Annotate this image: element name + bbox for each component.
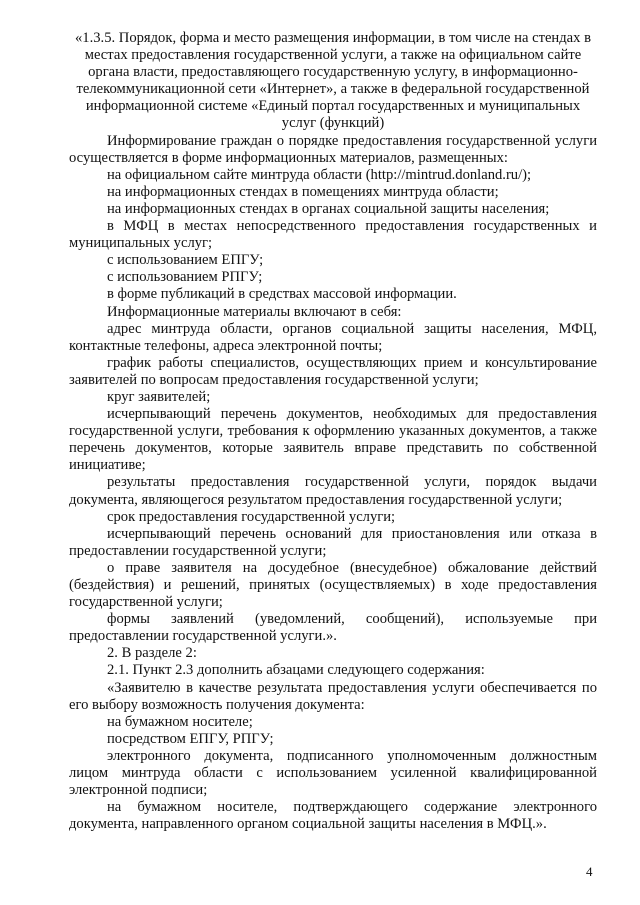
paragraph: на информационных стендах в органах социальной защиты населения;: [107, 200, 550, 217]
paragraph: в форме публикаций в средствах массовой информации.: [107, 286, 457, 303]
paragraph: исчерпывающий перечень документов, необходимых для предоставления государственной услуги, требования к оформлению указанных документов, а также перечень документов, которые заявитель вправе представить по собственной инициативе;: [69, 406, 597, 474]
paragraph: результаты предоставления государственной услуги, порядок выдачи документа, являющегося результатом предоставления государственной услуги;: [69, 474, 597, 508]
paragraph: электронного документа, подписанного уполномоченным должностным лицом минтруда области с использованием усиленной квалифицированной электронной подписи;: [69, 747, 597, 799]
paragraph: на официальном сайте минтруда области (http://mintrud.donland.ru/);: [107, 166, 532, 183]
paragraph: исчерпывающий перечень оснований для приостановления или отказа в предоставлении государственной услуги;: [69, 525, 597, 559]
paragraph: на бумажном носителе, подтверждающего содержание электронного документа, направленного органом социальной защиты населения в МФЦ.».: [69, 799, 597, 833]
paragraph: с использованием РПГУ;: [107, 269, 263, 286]
paragraph: круг заявителей;: [107, 388, 211, 405]
paragraph: посредством ЕПГУ, РПГУ;: [107, 730, 274, 747]
paragraph: «Заявителю в качестве результата предоставления услуги обеспечивается по его выбору возможность получения документа:: [69, 679, 597, 713]
document-body: [69, 30, 597, 833]
paragraph: с использованием ЕПГУ;: [107, 252, 264, 269]
paragraph: 2. В разделе 2:: [107, 645, 197, 662]
paragraph: формы заявлений (уведомлений, сообщений), используемые при предоставлении государственной услуги.».: [69, 611, 597, 645]
paragraph: адрес минтруда области, органов социальной защиты населения, МФЦ, контактные телефоны, адреса электронной почты;: [69, 320, 597, 354]
paragraph: Информационные материалы включают в себя:: [107, 303, 402, 320]
section-heading: «1.3.5. Порядок, форма и место размещения информации, в том числе на стендах в местах предоставления государственной услуги, а также на официальном сайте органа власти, предоставляющего государственную услугу, в информационно-телекоммуникационной сети «Интернет», а также в федеральной государственной информационной системе «Единый портал государственных и муниципальных услуг (функций): [75, 30, 591, 132]
paragraph: о праве заявителя на досудебное (внесудебное) обжалование действий (бездействия) и решений, принятых (осуществляемых) в ходе предоставления государственной услуги;: [69, 559, 597, 611]
paragraph: график работы специалистов, осуществляющих прием и консультирование заявителей по вопросам предоставления государственной услуги;: [69, 354, 597, 388]
paragraph: срок предоставления государственной услуги;: [107, 508, 396, 525]
paragraph: на бумажном носителе;: [107, 713, 253, 730]
paragraph: на информационных стендах в помещениях минтруда области;: [107, 183, 499, 200]
page-number: 4: [586, 864, 593, 879]
paragraph: в МФЦ в местах непосредственного предоставления государственных и муниципальных услуг;: [69, 218, 597, 252]
paragraph: Информирование граждан о порядке предоставления государственной услуги осуществляется в форме информационных материалов, размещенных:: [69, 132, 597, 166]
paragraph: 2.1. Пункт 2.3 дополнить абзацами следующего содержания:: [107, 662, 485, 679]
